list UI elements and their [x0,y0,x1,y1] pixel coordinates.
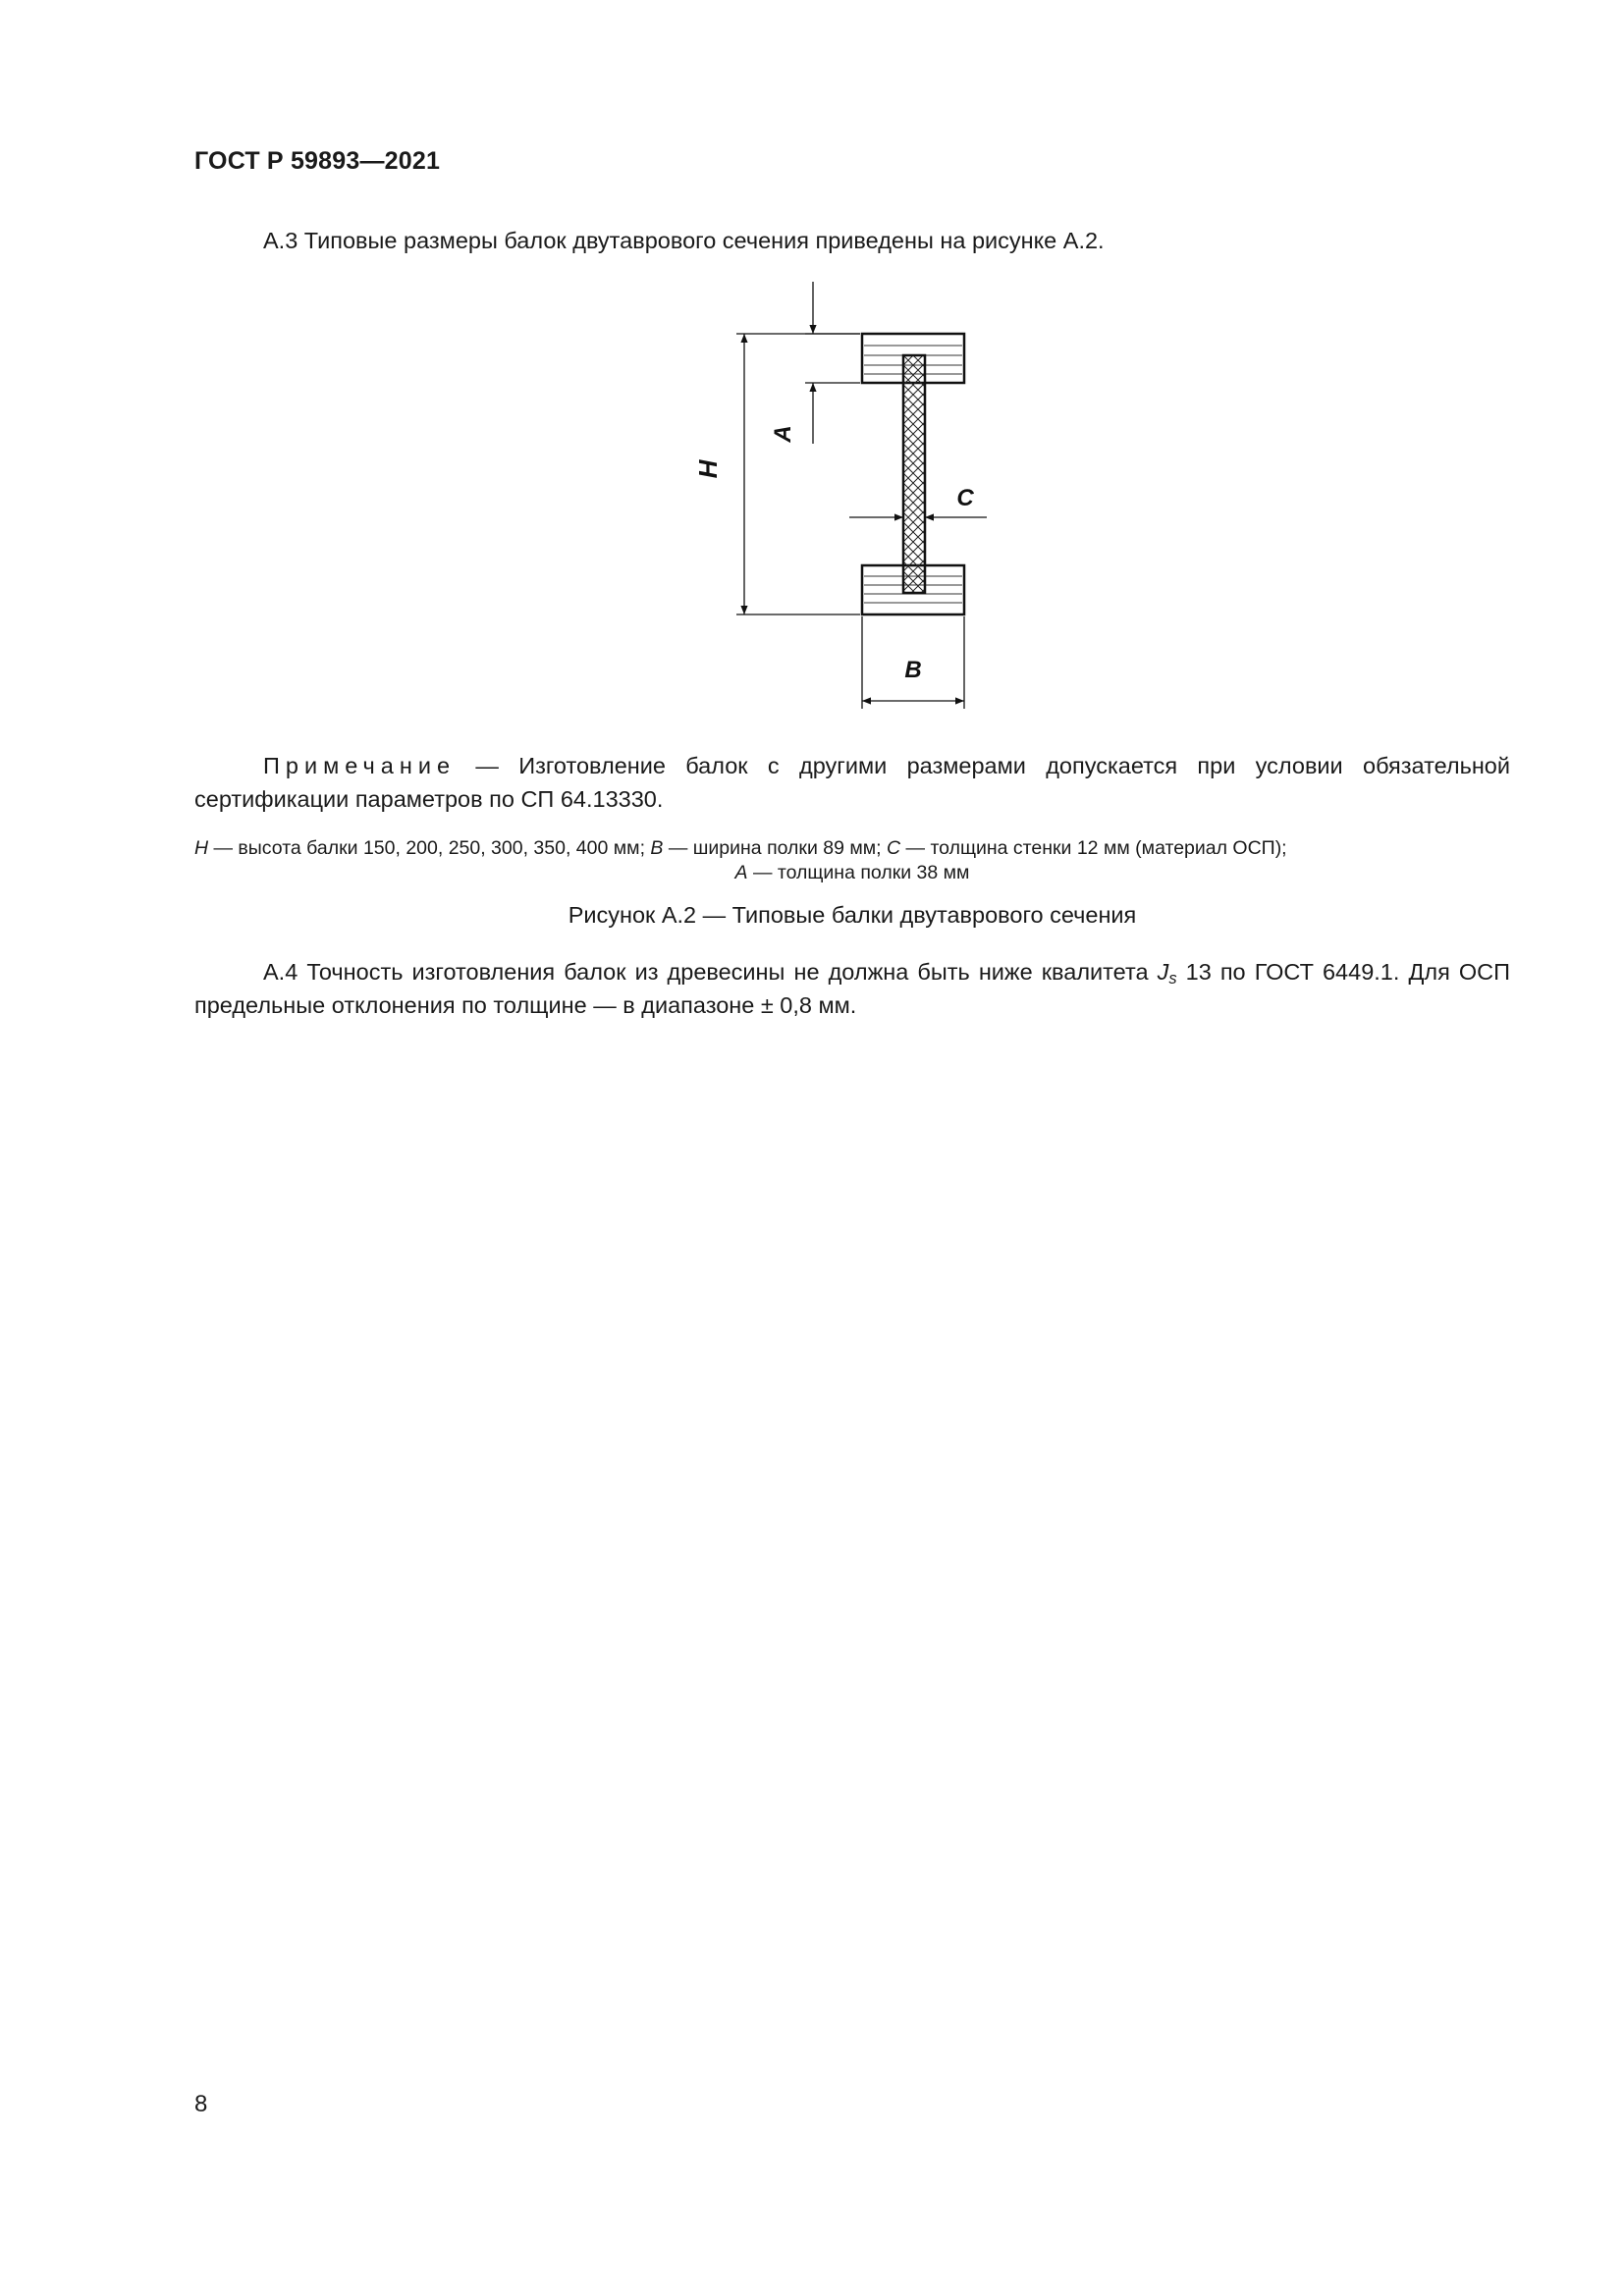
paragraph-a3: А.3 Типовые размеры балок двутаврового сечения приведены на рисунке А.2. [263,228,1105,253]
figure-i-beam [687,277,1001,719]
note [194,749,1510,816]
figure-caption: Рисунок А.2 — Типовые балки двутаврового сечения [568,902,1137,928]
legend-b-text: — ширина полки 89 мм; [663,837,888,859]
figure-legend-line2 [194,860,1510,885]
legend-a-symbol: A [734,862,748,883]
paragraph-a4 [194,955,1510,1022]
legend-a-text: — толщина полки 38 мм [747,862,970,883]
legend-c-text: — толщина стенки 12 мм (материал ОСП); [900,837,1287,859]
paragraph-a4-text-after: 13 по ГОСТ 6449.1. Для ОСП предельные отклонения по толщине — в диапазоне ± 0,8 мм. [194,959,1510,1018]
page-number: 8 [194,2091,208,2117]
dimension-a [805,282,860,444]
legend-h-symbol: H [194,837,209,859]
tolerance-subscript: s [1168,970,1177,988]
label-a: A [770,425,796,443]
figure-legend-line1 [194,835,1510,861]
legend-c-symbol: C [887,837,901,859]
label-h: H [693,459,723,479]
paragraph-a4-text-before: А.4 Точность изготовления балок из древесины не должна быть ниже квалитета [263,959,1158,985]
note-text: — Изготовление балок с другими размерами допускается при условии обязательной сертификации параметров по СП 64.13330. [194,753,1510,812]
dimension-h [736,334,860,614]
tolerance-symbol: J [1157,959,1169,985]
legend-b-symbol: B [650,837,664,859]
note-label: Примечание [263,753,457,778]
document-header: ГОСТ Р 59893—2021 [194,147,441,175]
i-beam-drawing [687,277,1001,719]
label-c: C [956,485,974,511]
label-b: B [904,657,922,683]
legend-h-text: — высота балки 150, 200, 250, 300, 350, 400 мм; [208,837,651,859]
web [903,355,925,593]
